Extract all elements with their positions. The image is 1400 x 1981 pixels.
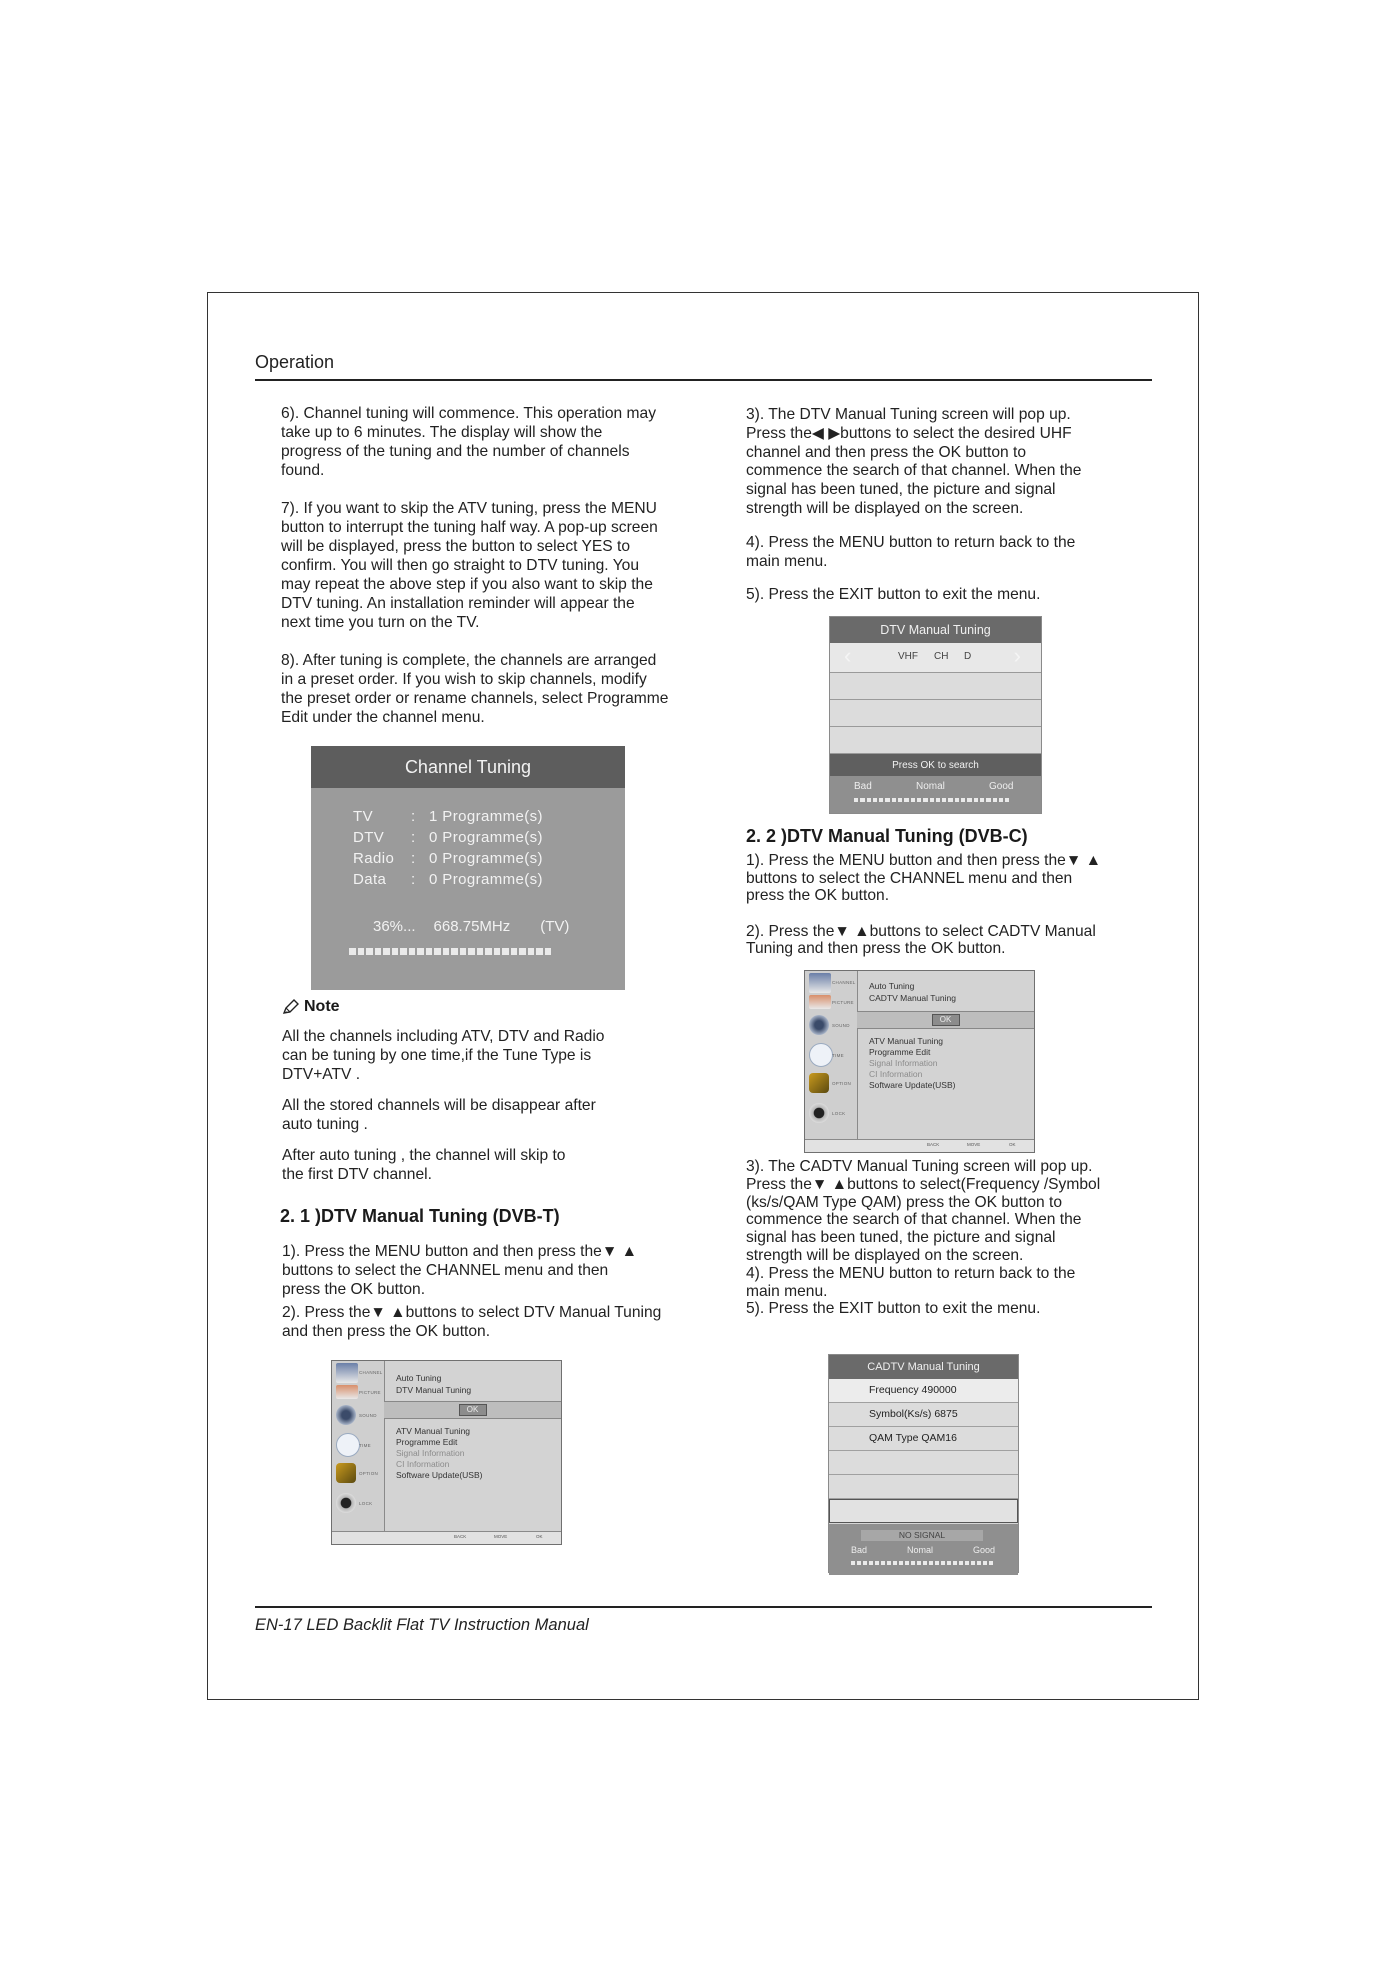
menu-footer (805, 1139, 1034, 1152)
menu-item-programme-edit[interactable]: Programme Edit (396, 1437, 458, 1447)
tuning-row-dtv: DTV : 0 Programme(s) (353, 829, 543, 846)
blank-row (829, 1475, 1018, 1499)
dvbc-step-1: 1). Press the MENU button and then press the▼ ▲ buttons to select the CHANNEL menu and then press the OK button. (746, 852, 1102, 904)
cadtv-manual-tuning-screen (828, 1354, 1019, 1573)
bar-segment (948, 798, 952, 802)
bar-segment (528, 948, 535, 955)
right-step-3: 3). The DTV Manual Tuning screen will pop up. Press the◀ ▶buttons to select the desired UHF channel and then press the OK button to commence the search of that channel. When the signal has been tuned, the picture and signal strength will be displayed on the screen. (746, 406, 1082, 517)
lock-icon (336, 1493, 356, 1513)
bar-segment (502, 948, 509, 955)
bar-segment (349, 948, 356, 955)
move-hint: MOVE (494, 1534, 508, 1539)
bar-segment (468, 948, 475, 955)
sound-icon (336, 1405, 356, 1425)
blank-row (830, 673, 1041, 700)
channel-icon (336, 1363, 358, 1383)
section-title: Operation (255, 352, 335, 372)
ok-bar (857, 1011, 1034, 1029)
note-body (282, 1027, 682, 1184)
bar-segment (911, 1561, 915, 1565)
bar-segment (460, 948, 467, 955)
ok-button[interactable]: OK (932, 1014, 960, 1026)
signal-strength-panel (830, 776, 1041, 813)
bar-segment (989, 1561, 993, 1565)
bar-segment (417, 948, 424, 955)
signal-strength-bar (854, 798, 1009, 802)
menu-item-signal-information: Signal Information (396, 1448, 465, 1458)
bar-segment (887, 1561, 891, 1565)
dvbc-steps (746, 852, 1146, 958)
no-signal-label: NO SIGNAL (861, 1530, 983, 1541)
menu-item-software-update[interactable]: Software Update(USB) (869, 1080, 956, 1090)
tuning-mode: (TV) (540, 918, 570, 935)
menu-item-auto-tuning[interactable]: Auto Tuning (396, 1373, 442, 1383)
right-step-4: 4). Press the MENU button to return back to the main menu. (746, 533, 1076, 570)
bar-segment (485, 948, 492, 955)
bar-segment (980, 798, 984, 802)
search-prompt[interactable]: Press OK to search (830, 754, 1041, 776)
note-3: After auto tuning , the channel will skip to the first DTV channel. (282, 1147, 566, 1183)
footer-text: EN-17 LED Backlit Flat TV Instruction Manual (255, 1616, 589, 1634)
note-1: All the channels including ATV, DTV and Radio can be tuning by one time,if the Tune Type is DTV+ATV . (282, 1028, 605, 1083)
dtv-manual-tuning-screen (829, 616, 1042, 814)
bar-segment (881, 1561, 885, 1565)
bar-segment (869, 1561, 873, 1565)
blank-row (829, 1499, 1018, 1523)
bar-segment (443, 948, 450, 955)
bar-segment (905, 1561, 909, 1565)
menu-footer (332, 1531, 561, 1544)
dvbc-steps-3-5: 3). The CADTV Manual Tuning screen will pop up. Press the▼ ▲buttons to select(Frequency /Symbol (ks/s/QAM Type QAM) press the OK button to commence the search of that channel. When the signal has been tuned, the picture and signal strength will be displayed on the screen. 4). Press the MENU button to return back to the main menu. 5). Press the EXIT button to exit the menu. (746, 1158, 1101, 1318)
tuning-progress-bar (349, 948, 551, 955)
bar-segment (860, 798, 864, 802)
bar-segment (923, 798, 927, 802)
bar-segment (904, 798, 908, 802)
step-6: 6). Channel tuning will commence. This operation may take up to 6 minutes. The display will show the progress of the tuning and the number of channels found. (281, 405, 657, 479)
bar-segment (477, 948, 484, 955)
bar-segment (971, 1561, 975, 1565)
option-icon (336, 1463, 356, 1483)
bar-segment (854, 798, 858, 802)
channel-selector[interactable] (830, 643, 1041, 673)
move-hint: MOVE (967, 1142, 981, 1147)
lock-icon (809, 1103, 829, 1123)
bar-segment (409, 948, 416, 955)
menu-item-ci-information: CI Information (396, 1459, 450, 1469)
bar-segment (426, 948, 433, 955)
bar-segment (967, 798, 971, 802)
band-label: VHF (898, 651, 918, 662)
bar-segment (358, 948, 365, 955)
menu-item-atv-manual-tuning[interactable]: ATV Manual Tuning (869, 1036, 944, 1046)
ch-value: D (964, 651, 972, 662)
bar-segment (941, 1561, 945, 1565)
bar-segment (885, 798, 889, 802)
bar-segment (857, 1561, 861, 1565)
option-icon (809, 1073, 829, 1093)
bar-segment (511, 948, 518, 955)
bar-segment (965, 1561, 969, 1565)
qam-type-row[interactable]: QAM Type QAM16 (829, 1427, 1018, 1451)
bar-segment (974, 798, 978, 802)
bar-segment (898, 798, 902, 802)
bar-segment (892, 798, 896, 802)
bar-segment (494, 948, 501, 955)
menu-item-auto-tuning[interactable]: Auto Tuning (869, 981, 915, 991)
bar-segment (383, 948, 390, 955)
dtv-manual-tuning-title: DTV Manual Tuning (830, 617, 1041, 643)
bar-segment (999, 798, 1003, 802)
menu-content (384, 1361, 561, 1532)
header-divider (255, 379, 1152, 381)
good-label: Good (973, 1545, 996, 1555)
tuning-row-tv: TV : 1 Programme(s) (353, 808, 543, 825)
bar-segment (955, 798, 959, 802)
bar-segment (392, 948, 399, 955)
ok-bar (384, 1401, 561, 1419)
bar-segment (947, 1561, 951, 1565)
good-label: Good (989, 781, 1014, 792)
blank-row (829, 1451, 1018, 1475)
bar-segment (911, 798, 915, 802)
bar-segment (953, 1561, 957, 1565)
menu-item-programme-edit[interactable]: Programme Edit (869, 1047, 931, 1057)
bar-segment (879, 798, 883, 802)
bar-segment (366, 948, 373, 955)
right-steps (746, 406, 1146, 605)
menu-item-cadtv-manual-tuning[interactable]: CADTV Manual Tuning (869, 993, 956, 1003)
bar-segment (434, 948, 441, 955)
bad-label: Bad (854, 781, 872, 792)
bar-segment (1005, 798, 1009, 802)
chevron-right-icon[interactable]: › (1013, 643, 1021, 668)
bar-segment (893, 1561, 897, 1565)
channel-tuning-title: Channel Tuning (311, 746, 625, 788)
frequency-row[interactable]: Frequency 490000 (829, 1379, 1018, 1403)
back-hint: BACK (454, 1534, 467, 1539)
bar-segment (983, 1561, 987, 1565)
step-8: 8). After tuning is complete, the channels are arranged in a preset order. If you wish to skip channels, modify the preset order or rename channels, select Programme Edit under the channel menu. (281, 652, 669, 726)
dvbt-step-2: 2). Press the▼ ▲buttons to select DTV Manual Tuning and then press the OK button. (282, 1304, 662, 1340)
channel-menu-dvbc (804, 970, 1035, 1153)
tuning-row-data: Data : 0 Programme(s) (353, 871, 543, 888)
bar-segment (851, 1561, 855, 1565)
dvbt-steps (282, 1242, 702, 1341)
right-step-5: 5). Press the EXIT button to exit the menu. (746, 586, 1041, 604)
bar-segment (899, 1561, 903, 1565)
menu-item-dtv-manual-tuning[interactable]: DTV Manual Tuning (396, 1385, 472, 1395)
menu-item-atv-manual-tuning[interactable]: ATV Manual Tuning (396, 1426, 471, 1436)
channel-icon (809, 973, 831, 993)
bar-segment (863, 1561, 867, 1565)
menu-item-signal-information: Signal Information (869, 1058, 938, 1068)
bar-segment (917, 1561, 921, 1565)
bar-segment (375, 948, 382, 955)
channel-tuning-screen (311, 746, 625, 990)
bar-segment (993, 798, 997, 802)
tuning-progress-text (373, 918, 587, 935)
menu-sidebar: CHANNEL PICTURE SOUND TIME OPTION LOCK (805, 971, 858, 1140)
bar-segment (873, 798, 877, 802)
clock-icon (336, 1433, 360, 1457)
dvbc-steps-after (746, 1158, 1156, 1318)
bar-segment (930, 798, 934, 802)
blank-row (830, 700, 1041, 727)
note-2: All the stored channels will be disappear after auto tuning . (282, 1097, 596, 1133)
normal-label: Nomal (907, 1545, 934, 1555)
bar-segment (536, 948, 543, 955)
cadtv-title: CADTV Manual Tuning (829, 1355, 1018, 1379)
bar-segment (917, 798, 921, 802)
pencil-icon (282, 999, 300, 1015)
symbol-row[interactable]: Symbol(Ks/s) 6875 (829, 1403, 1018, 1427)
note-heading: Note (282, 998, 340, 1016)
bar-segment (977, 1561, 981, 1565)
signal-strength-bar (851, 1561, 993, 1565)
blank-row (830, 727, 1041, 754)
channel-menu-dvbt (331, 1360, 562, 1545)
bar-segment (929, 1561, 933, 1565)
left-steps (281, 404, 701, 727)
bar-segment (936, 798, 940, 802)
bar-segment (986, 798, 990, 802)
bar-segment (935, 1561, 939, 1565)
picture-icon (809, 995, 831, 1009)
dvbt-heading: 2. 1 )DTV Manual Tuning (DVB-T) (280, 1206, 560, 1226)
ch-label: CH (934, 651, 949, 662)
dvbc-step-2: 2). Press the▼ ▲buttons to select CADTV Manual Tuning and then press the OK button. (746, 922, 1096, 957)
bar-segment (875, 1561, 879, 1565)
dvbc-heading: 2. 2 )DTV Manual Tuning (DVB-C) (746, 826, 1028, 846)
menu-content (857, 971, 1034, 1140)
dvbt-step-1: 1). Press the MENU button and then press the▼ ▲ buttons to select the CHANNEL menu and then press the OK button. (282, 1243, 638, 1298)
bar-segment (961, 798, 965, 802)
bad-label: Bad (851, 1545, 868, 1555)
bar-segment (942, 798, 946, 802)
menu-item-software-update[interactable]: Software Update(USB) (396, 1470, 483, 1480)
sound-icon (809, 1015, 829, 1035)
menu-sidebar: CHANNEL PICTURE SOUND TIME OPTION LOCK (332, 1361, 385, 1532)
step-7: 7). If you want to skip the ATV tuning, press the MENU button to interrupt the tuning half way. A pop-up screen will be displayed, press the button to select YES to confirm. You will then go straight to DTV tuning. You may repeat the above step if you also want to skip the DTV tuning. An installation reminder will appear the next time you turn on the TV. (281, 500, 658, 631)
bar-segment (400, 948, 407, 955)
signal-strength-panel (829, 1524, 1018, 1575)
bar-segment (959, 1561, 963, 1565)
menu-item-ci-information: CI Information (869, 1069, 923, 1079)
footer-divider (255, 1606, 1152, 1608)
ok-hint: OK (536, 1534, 543, 1539)
back-hint: BACK (927, 1142, 940, 1147)
bar-segment (451, 948, 458, 955)
bar-segment (519, 948, 526, 955)
picture-icon (336, 1385, 358, 1399)
ok-hint: OK (1009, 1142, 1016, 1147)
clock-icon (809, 1043, 833, 1067)
normal-label: Nomal (916, 781, 945, 792)
bar-segment (545, 948, 552, 955)
chevron-left-icon[interactable]: ‹ (844, 643, 852, 668)
tuning-percent: 36%... (373, 918, 416, 935)
ok-button[interactable]: OK (459, 1404, 487, 1416)
tuning-frequency: 668.75MHz (433, 918, 511, 935)
tuning-row-radio: Radio : 0 Programme(s) (353, 850, 543, 867)
bar-segment (867, 798, 871, 802)
bar-segment (923, 1561, 927, 1565)
